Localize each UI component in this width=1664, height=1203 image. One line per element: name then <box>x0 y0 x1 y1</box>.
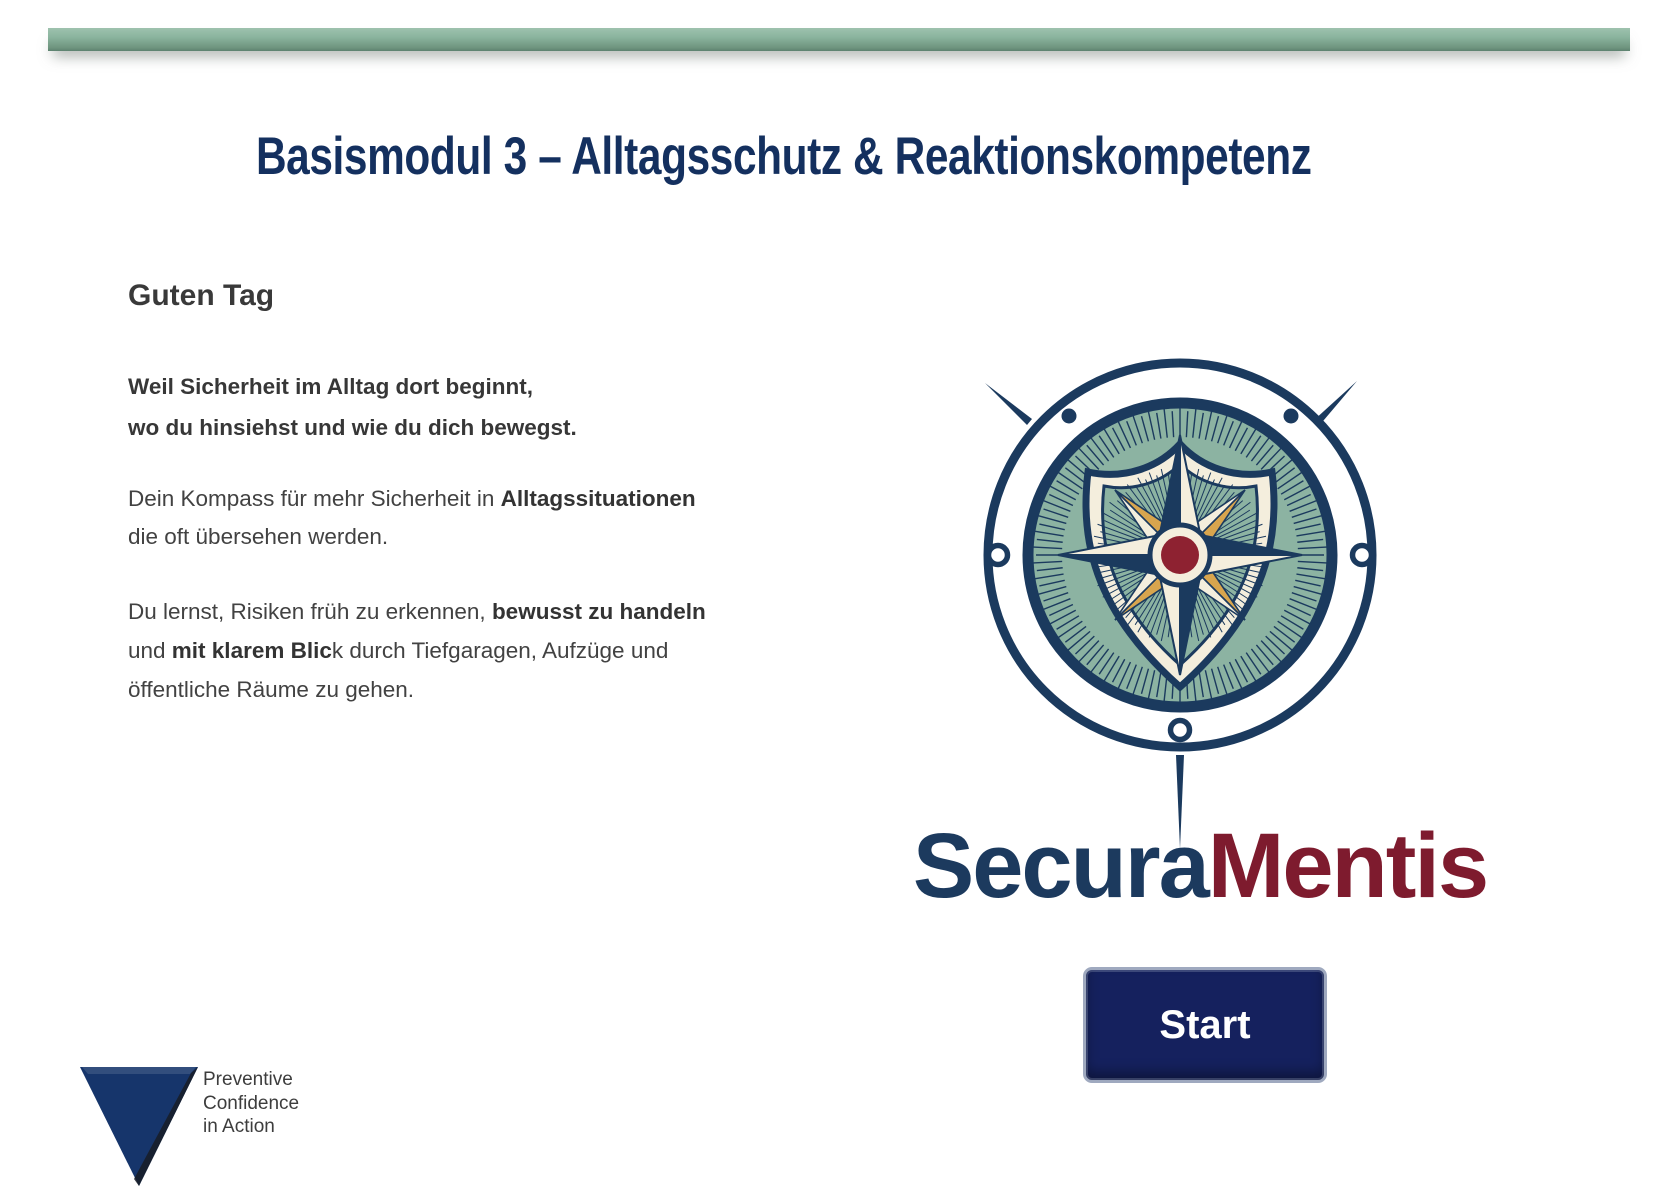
intro-p3-l3: öffentliche Räume zu gehen. <box>128 677 415 702</box>
brand-wordmark <box>780 815 1620 917</box>
intro-paragraph-3 <box>128 592 706 709</box>
compass-needle-left-icon <box>985 383 1032 425</box>
page-title-wrap <box>0 126 1568 187</box>
compass-shield-logo <box>958 343 1402 855</box>
intro-p3-l2-start: und <box>128 638 172 663</box>
intro-p3-l1: Du lernst, Risiken früh zu erkennen, <box>128 599 492 624</box>
ring-dot-topright-icon <box>1284 409 1299 424</box>
ring-dot-topleft-icon <box>1062 409 1077 424</box>
intro-p2-line2: die oft übersehen werden. <box>128 524 389 549</box>
footer-tagline-line3: in Action <box>203 1116 275 1137</box>
footer-tagline-line2: Confidence <box>203 1092 300 1114</box>
brand-wordmark-mentis: Mentis <box>1207 815 1488 917</box>
page-title: Basismodul 3 – Alltagsschutz & Reaktionskompetenz <box>256 127 1312 186</box>
ring-donut-south-icon <box>1171 721 1190 740</box>
intro-p1-line1: Weil Sicherheit im Alltag dort beginnt, <box>128 374 534 399</box>
compass-hub-center <box>1161 536 1199 574</box>
start-button[interactable] <box>1083 967 1327 1083</box>
footer-tagline-line1: Preventive <box>203 1069 293 1090</box>
start-button-label: Start <box>1159 1002 1251 1047</box>
brand-wordmark-secura: Secura <box>912 815 1208 917</box>
intro-paragraph-1 <box>128 366 577 448</box>
footer-triangle-icon <box>80 1066 199 1187</box>
intro-p3-l1-bold: bewusst zu handeln <box>491 599 706 624</box>
ring-donut-west-icon <box>989 546 1008 565</box>
intro-paragraph-2 <box>128 480 696 556</box>
footer-tagline <box>203 1068 299 1139</box>
intro-p1-line2: wo du hinsiehst und wie du dich bewegst. <box>128 415 577 440</box>
ring-donut-east-icon <box>1353 546 1372 565</box>
intro-p2-bold: Alltagssituationen <box>500 486 696 511</box>
greeting-heading: Guten Tag <box>128 279 275 312</box>
intro-p2-regular: Dein Kompass für mehr Sicherheit in <box>128 486 501 511</box>
intro-p3-l2-bold: mit klarem Blic <box>171 638 332 663</box>
top-accent-bar <box>48 28 1630 51</box>
intro-p3-l2-end: k durch Tiefgaragen, Aufzüge und <box>331 638 669 663</box>
